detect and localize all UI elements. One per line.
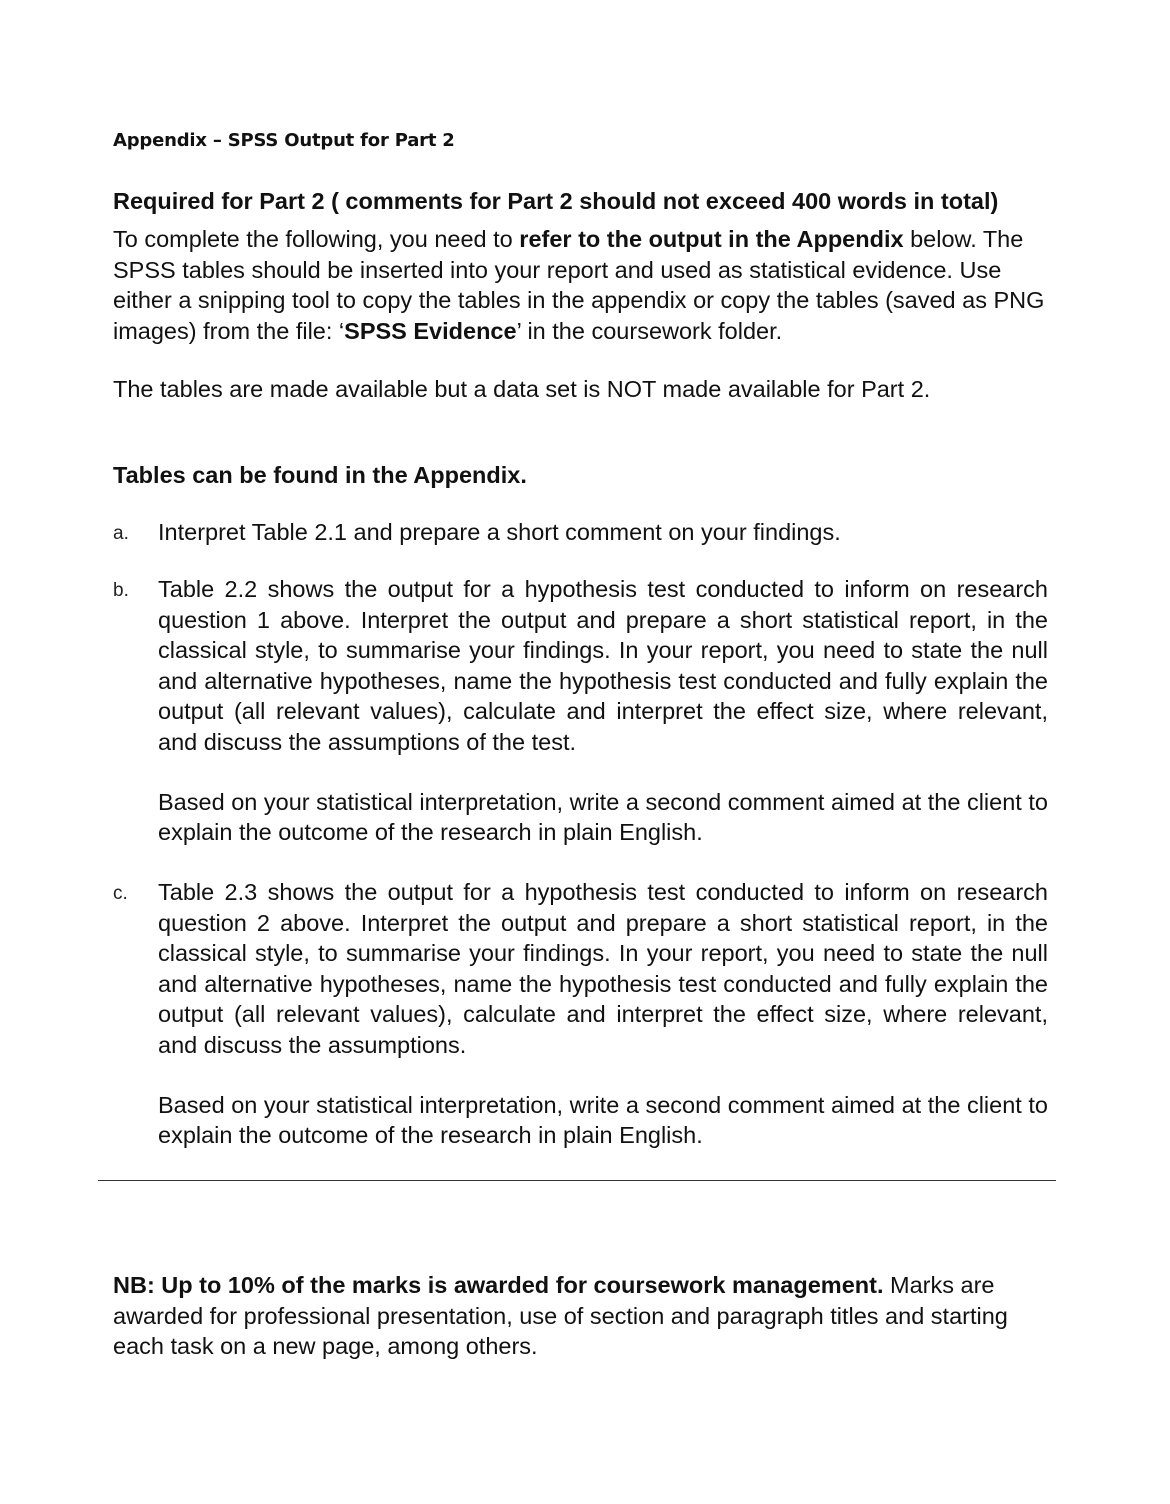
nb-paragraph [113, 1270, 1048, 1362]
horizontal-divider [98, 1180, 1056, 1181]
nb-text: Marks are awarded for professional presentation, use of section and paragraph titles and starting each task on a new page, among others. [113, 1272, 1008, 1360]
list-item-followup: Based on your statistical interpretation, write a second comment aimed at the client to explain the outcome of the research in plain English. [158, 788, 1048, 846]
list-item-letter: c. [113, 883, 128, 904]
intro-text-1: To complete the following, you need to [113, 226, 520, 252]
intro-text-3: ’ in the coursework folder. [516, 317, 783, 344]
required-heading: Required for Part 2 ( comments for Part 2 should not exceed 400 words in total) [113, 188, 999, 214]
list-item [113, 877, 1048, 1151]
tables-note: The tables are made available but a data set is NOT made available for Part 2. [113, 376, 931, 402]
list-item-text: Table 2.2 shows the output for a hypothesis test conducted to inform on research question 1 above. Interpret the output and prepare a short statistical report, in the classical style, to summarise your findings. In your report, you need to state the null and alternative hypotheses, name the hypothesis test conducted and fully explain the output (all relevant values), calculate and interpret the effect size, where relevant, and discuss the assumptions of the test. [158, 576, 1048, 755]
list-item [113, 574, 1048, 848]
list-item-followup: Based on your statistical interpretation, write a second comment aimed at the client to explain the outcome of the research in plain English. [158, 1091, 1048, 1149]
intro-bold-spss-evidence: SPSS Evidence [344, 317, 517, 344]
list-item [113, 517, 1048, 548]
list-item-letter: b. [113, 580, 129, 601]
intro-text-2: below. The SPSS tables should be inserted into your report and used as statistical evidence. Use either a snipping tool to copy the tables in the appendix or copy the tables (saved as PNG images) from the file: ‘ [113, 226, 1045, 344]
appendix-heading: Appendix – SPSS Output for Part 2 [113, 130, 455, 151]
nb-bold: NB: Up to 10% of the marks is awarded for coursework management. [113, 1272, 884, 1298]
tables-heading: Tables can be found in the Appendix. [113, 462, 527, 488]
intro-paragraph [113, 224, 1048, 346]
intro-bold-appendix: refer to the output in the Appendix [519, 226, 904, 252]
list-item-letter: a. [113, 523, 129, 544]
list-item-text: Interpret Table 2.1 and prepare a short comment on your findings. [158, 519, 841, 545]
list-item-text: Table 2.3 shows the output for a hypothesis test conducted to inform on research question 2 above. Interpret the output and prepare a short statistical report, in the classical style, to summarise your findings. In your report, you need to state the null and alternative hypotheses, name the hypothesis test conducted and fully explain the output (all relevant values), calculate and interpret the effect size, where relevant, and discuss the assumptions. [158, 879, 1048, 1058]
